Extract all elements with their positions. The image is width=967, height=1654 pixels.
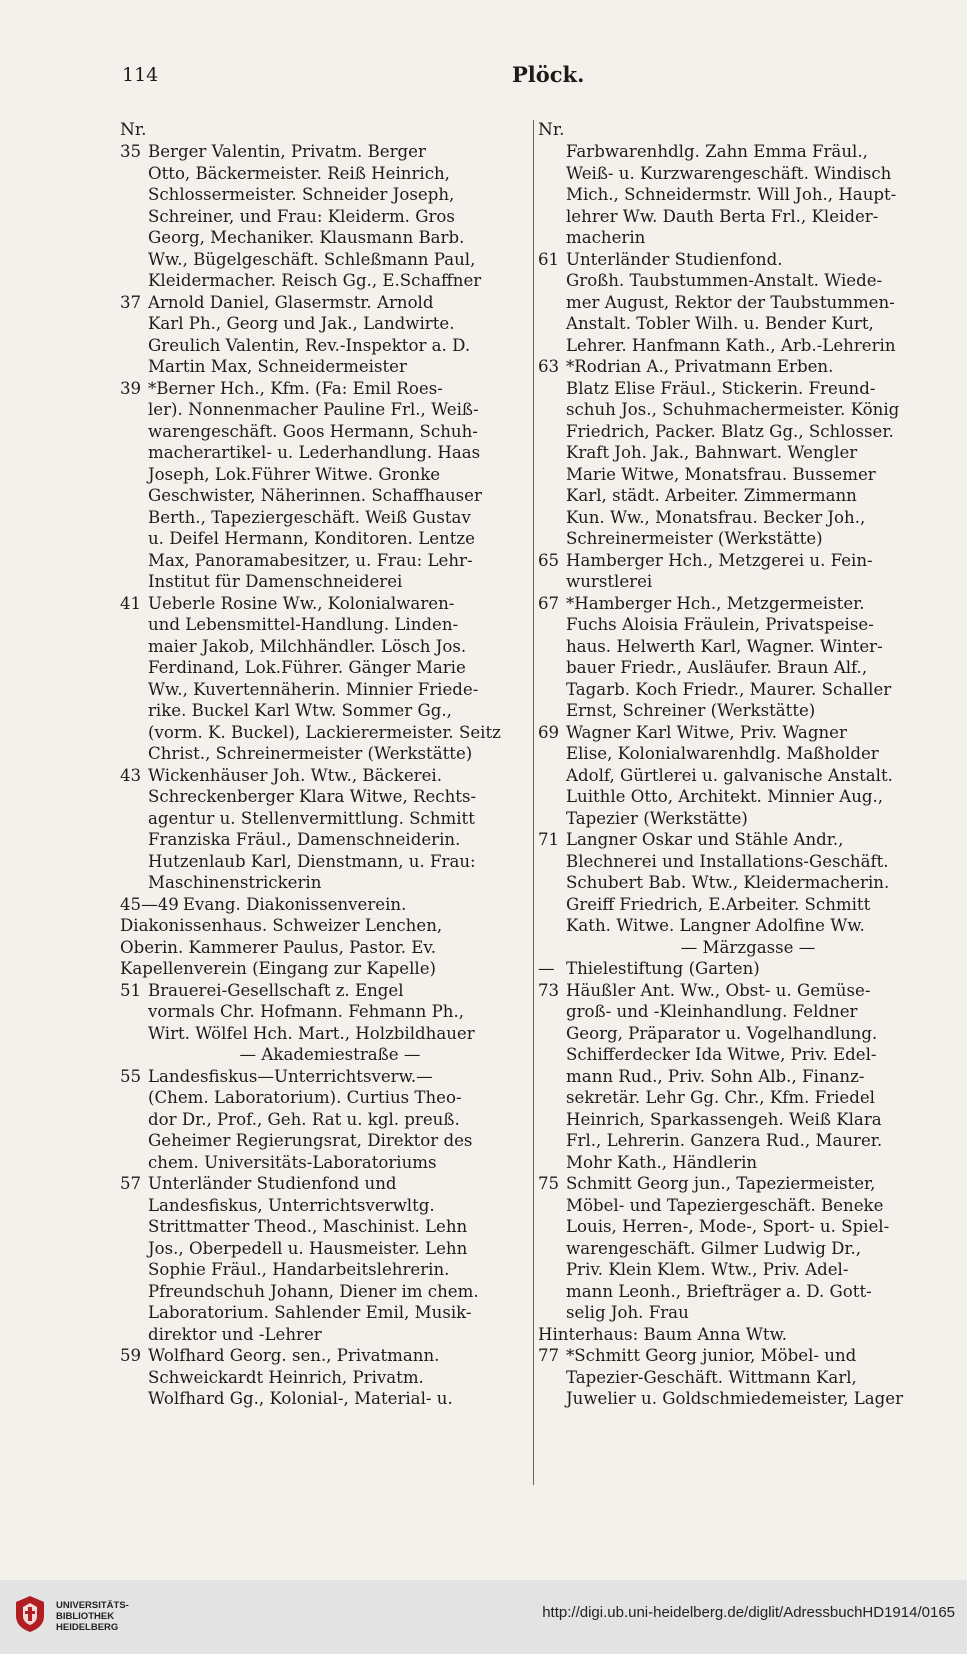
house-entry (538, 249, 958, 357)
running-head: Plöck. (512, 62, 585, 87)
source-url-link[interactable]: http://digi.ub.uni-heidelberg.de/diglit/AdressbuchHD1914/0165 (542, 1604, 955, 1621)
house-entry (120, 378, 540, 593)
resident-list: Unterländer Studienfond. Großh. Taubstummen-Anstalt. Wiede- mer August, Rektor der Taubstummen- Anstalt. Tobler Wilh. u. Bender Kurt, Lehrer. Hanfmann Kath., Arb.-Lehrerin (566, 249, 896, 355)
logo-line: HEIDELBERG (56, 1622, 119, 1633)
house-number: 73 (538, 980, 560, 1000)
house-entry (538, 1173, 958, 1324)
resident-list: Berger Valentin, Privatm. Berger Otto, Bäckermeister. Reiß Heinrich, Schlossermeister. Schneider Joseph, Schreiner, und Frau: Kleiderm. Gros Georg, Mechaniker. Klausmann Barb. Ww., Bügelgeschäft. Schleßmann Paul, Kleidermacher. Reisch Gg., E.Schaffner (148, 142, 482, 290)
resident-list: Landesfiskus—Unterrichtsverw.— (Chem. Laboratorium). Curtius Theo- dor Dr., Prof., Geh. Rat u. kgl. preuß. Geheimer Regierungsrat, Direktor des chem. Universitäts-Laboratoriums (148, 1066, 473, 1172)
library-logo-text (56, 1600, 129, 1633)
house-entry (538, 1345, 958, 1410)
column-header: Nr. (120, 120, 147, 140)
resident-list: Schmitt Georg jun., Tapeziermeister, Möbel- und Tapeziergeschäft. Beneke Louis, Herren-, Mode-, Sport- u. Spiel- warengeschäft. Gilmer Ludwig Dr., Priv. Klein Klem. Wtw., Priv. Adel- mann Leonh., Briefträger a. D. Gott- selig Joh. Frau (566, 1174, 890, 1322)
house-number: 71 (538, 830, 560, 849)
house-entry (538, 980, 958, 1174)
house-number: 59 (120, 1346, 142, 1365)
house-number: 55 (120, 1066, 142, 1086)
logo-line: BIBLIOTHEK (56, 1611, 115, 1622)
house-entry (538, 593, 958, 722)
house-entry (120, 1345, 540, 1410)
resident-list: Hamberger Hch., Metzgerei u. Fein- wurstlerei (566, 550, 873, 591)
house-entry (120, 593, 540, 765)
street-crossing: — Akademiestraße — (239, 1045, 421, 1064)
column-divider (533, 120, 534, 1485)
house-number: 67 (538, 593, 560, 613)
page-number: 114 (122, 64, 159, 86)
house-entry (538, 356, 958, 550)
house-number: 77 (538, 1346, 560, 1365)
street-crossing: — Märzgasse — (680, 937, 816, 957)
house-entry (120, 1173, 540, 1345)
house-number: 41 (120, 593, 142, 613)
house-number: 75 (538, 1174, 560, 1193)
house-entry (120, 894, 540, 980)
house-entry (120, 980, 540, 1045)
resident-list: Unterländer Studienfond und Landesfiskus, Unterrichtsverwltg. Strittmatter Theod., Maschinist. Lehn Jos., Oberpedell u. Hausmeister. Lehn Sophie Fräul., Handarbeitslehrerin. Pfreundschuh Johann, Diener im chem. Laboratorium. Sahlender Emil, Musik- direktor und -Lehrer (148, 1174, 479, 1344)
resident-list: Häußler Ant. Ww., Obst- u. Gemüse- groß- und -Kleinhandlung. Feldner Georg, Präparator u. Vogelhandlung. Schifferdecker Ida Witwe, Priv. Edel- mann Rud., Priv. Sohn Alb., Finanz- sekretär. Lehr Gg. Chr., Kfm. Friedel Heinrich, Sparkassengeh. Weiß Klara Frl., Lehrerin. Ganzera Rud., Maurer. Mohr Kath., Händlerin (566, 980, 883, 1172)
resident-list: *Rodrian A., Privatmann Erben. Blatz Elise Fräul., Stickerin. Freund- schuh Jos., Schuhmachermeister. König Friedrich, Packer. Blatz Gg., Schlosser. Kraft Joh. Jak., Bahnwart. Wengler Marie Witwe, Monatsfrau. Bussemer Karl, städt. Arbeiter. Zimmermann Kun. Ww., Monatsfrau. Becker Joh., Schreinermeister (Werkstätte) (566, 357, 900, 548)
resident-list: Brauerei-Gesellschaft z. Engel vormals Chr. Hofmann. Fehmann Ph., Wirt. Wölfel Hch. Mart., Holzbildhauer (148, 980, 475, 1043)
resident-list: Thielestiftung (Garten) (566, 959, 760, 978)
house-entry (538, 550, 958, 593)
resident-list: Arnold Daniel, Glasermstr. Arnold Karl Ph., Georg und Jak., Landwirte. Greulich Valentin, Rev.-Inspektor a. D. Martin Max, Schneidermeister (148, 292, 471, 376)
left-column (120, 120, 540, 1410)
resident-list: Wolfhard Georg. sen., Privatmann. Schweickardt Heinrich, Privatm. Wolfhard Gg., Kolonial-, Material- u. (148, 1346, 453, 1408)
rear-building-entry: Hinterhaus: Baum Anna Wtw. (538, 1324, 788, 1344)
house-number: 45—49 (120, 894, 179, 914)
resident-list: *Hamberger Hch., Metzgermeister. Fuchs Aloisia Fräulein, Privatspeise- haus. Helwerth Karl, Wagner. Winter- bauer Friedr., Ausläufer. Braun Alf., Tagarb. Koch Friedr., Maurer. Schaller Ernst, Schreiner (Werkstätte) (566, 593, 892, 720)
house-number: 37 (120, 292, 142, 312)
resident-list: Langner Oskar und Stähle Andr., Blechnerei und Installations-Geschäft. Schubert Bab. Wtw., Kleidermacherin. Greiff Friedrich, E.Arbeiter. Schmitt Kath. Witwe. Langner Adolfine Ww. (566, 830, 890, 935)
university-seal-icon (12, 1594, 48, 1634)
resident-list: *Berner Hch., Kfm. (Fa: Emil Roes- ler). Nonnenmacher Pauline Frl., Weiß- warengeschäft. Goos Hermann, Schuh- macherartikel- u. Lederhandlung. Haas Joseph, Lok.Führer Witwe. Gronke Geschwister, Näherinnen. Schaffhauser Berth., Tapeziergeschäft. Weiß Gustav u. Deifel Hermann, Konditoren. Lentze Max, Panoramabesitzer, u. Frau: Lehr- Institut für Damenschneiderei (148, 378, 482, 591)
house-entry (538, 722, 958, 830)
house-number: 43 (120, 765, 142, 785)
right-column (538, 120, 958, 1410)
house-number: 63 (538, 357, 560, 376)
house-number: 51 (120, 980, 142, 1000)
house-entry (538, 829, 958, 937)
footer-bar (0, 1580, 967, 1654)
resident-list: Evang. Diakonissenverein. Diakonissenhaus. Schweizer Lenchen, Oberin. Kammerer Paulus, Pastor. Ev. Kapellenverein (Eingang zur Kapelle) (120, 894, 443, 978)
house-entry (538, 141, 958, 249)
house-entry (538, 958, 958, 980)
house-number: 69 (538, 722, 560, 742)
resident-list: Ueberle Rosine Ww., Kolonialwaren- und Lebensmittel-Handlung. Linden- maier Jakob, Milchhändler. Lösch Jos. Ferdinand, Lok.Führer. Gänger Marie Ww., Kuvertennäherin. Minnier Friede- rike. Buckel Karl Wtw. Sommer Gg., (vorm. K. Buckel), Lackierermeister. Seitz Christ., Schreinermeister (Werkstätte) (148, 593, 501, 763)
house-entry (120, 292, 540, 378)
resident-list: *Schmitt Georg junior, Möbel- und Tapezier-Geschäft. Wittmann Karl, Juwelier u. Goldschmiedemeister, Lager (566, 1346, 904, 1408)
house-number: — (538, 959, 555, 978)
resident-list: Wickenhäuser Joh. Wtw., Bäckerei. Schreckenberger Klara Witwe, Rechts- agentur u. Stellenvermittlung. Schmitt Franziska Fräul., Damenschneiderin. Hutzenlaub Karl, Dienstmann, u. Frau: Maschinenstrickerin (148, 765, 477, 892)
house-entry (120, 1066, 540, 1174)
column-header: Nr. (538, 120, 565, 140)
house-number: 35 (120, 142, 142, 161)
house-entry (120, 765, 540, 894)
house-number: 61 (538, 249, 560, 269)
resident-list: Wagner Karl Witwe, Priv. Wagner Elise, Kolonialwarenhdlg. Maßholder Adolf, Gürtlerei u. galvanische Anstalt. Luithle Otto, Architekt. Minnier Aug., Tapezier (Werkstätte) (566, 722, 893, 828)
resident-list: Farbwarenhdlg. Zahn Emma Fräul., Weiß- u. Kurzwarengeschäft. Windisch Mich., Schneidermstr. Will Joh., Haupt- lehrer Ww. Dauth Berta Frl., Kleider- macherin (566, 142, 897, 247)
house-number: 57 (120, 1174, 142, 1193)
house-entry (120, 141, 540, 292)
logo-line: UNIVERSITÄTS- (56, 1600, 129, 1611)
house-number: 39 (120, 378, 142, 398)
house-number: 65 (538, 550, 560, 570)
